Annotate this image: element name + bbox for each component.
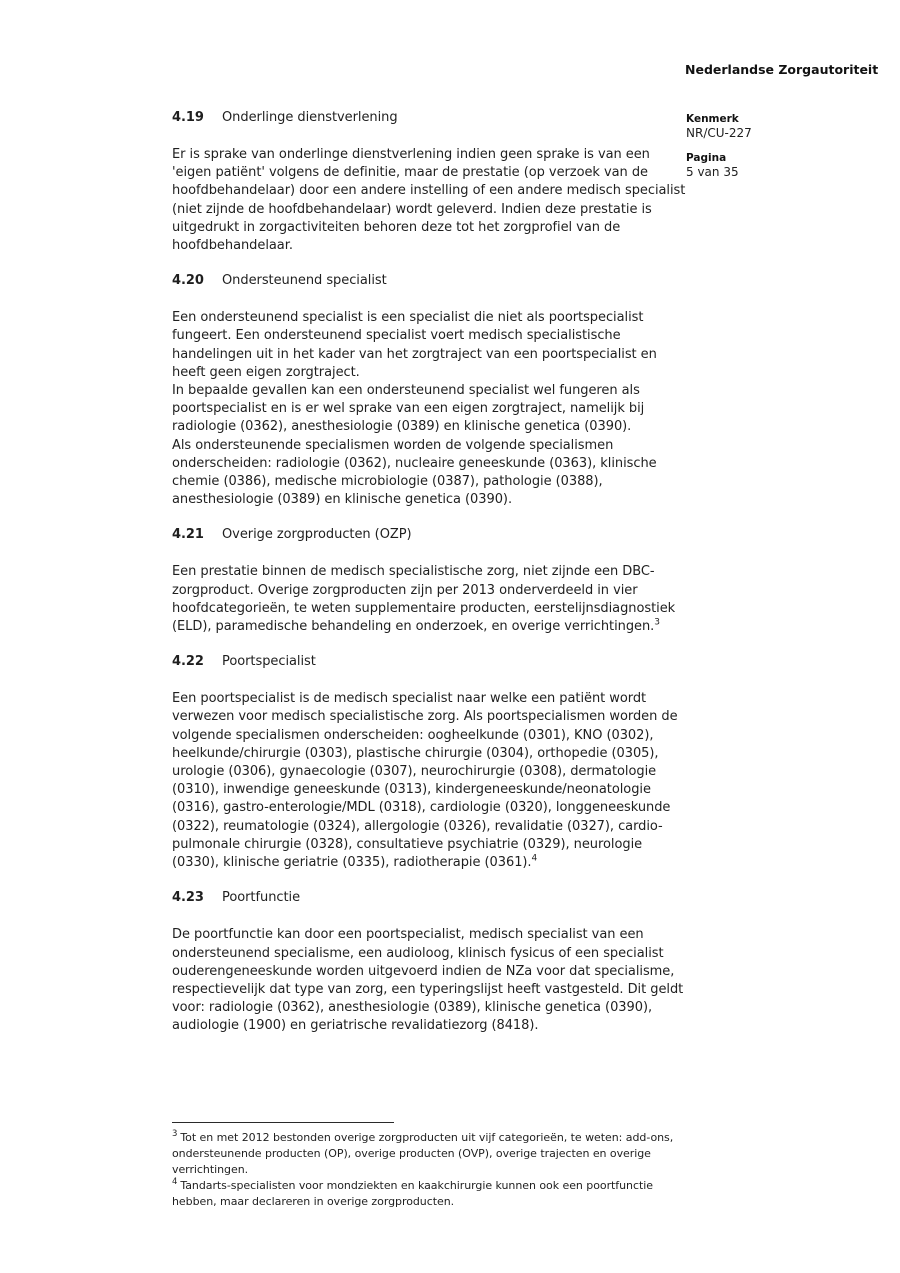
section-4-20 bbox=[172, 272, 686, 509]
section-number: 4.23 bbox=[172, 890, 204, 906]
section-number: 4.19 bbox=[172, 110, 204, 125]
page-number-value: 5 van 35 bbox=[686, 165, 739, 179]
section-heading bbox=[172, 889, 686, 907]
page-number-label: Pagina bbox=[686, 152, 727, 164]
section-title: Poortfunctie bbox=[222, 890, 301, 906]
section-heading bbox=[172, 272, 686, 290]
paragraph-text: Er is sprake van onderlinge dienstverlening indien geen sprake is van een 'eigen patiënt' volgens de definitie, maar de prestatie (op verzoek van de hoofdbehandelaar) door een andere instelling of een andere medisch specialist (niet zijnde de hoofdbehandelaar) wordt geleverd. Indien deze prestatie is uitgedrukt in zorgactiviteiten behoren deze tot het zorgprofiel van de hoofdbehandelaar. bbox=[172, 147, 686, 254]
section-heading bbox=[172, 653, 686, 671]
section-title: Ondersteunend specialist bbox=[222, 273, 387, 289]
paragraph bbox=[172, 382, 686, 437]
paragraph-text: Een ondersteunend specialist is een specialist die niet als poortspecialist fungeert. Een ondersteunend specialist voert medisch specialistische handelingen uit in het kader van het zorgtraject van een poortspecialist en heeft geen eigen zorgtraject. bbox=[172, 310, 657, 380]
paragraph bbox=[172, 690, 686, 872]
footnote-number: 4 bbox=[172, 1177, 178, 1188]
section-number: 4.21 bbox=[172, 527, 204, 543]
section-title: Onderlinge dienstverlening bbox=[222, 110, 398, 125]
footnotes-block bbox=[172, 1122, 688, 1210]
org-name: Nederlandse Zorgautoriteit bbox=[685, 62, 879, 77]
section-title: Overige zorgproducten (OZP) bbox=[222, 527, 412, 543]
section-number: 4.20 bbox=[172, 273, 204, 289]
document-body bbox=[172, 109, 686, 1053]
footnote-reference-marker: 4 bbox=[531, 853, 538, 864]
paragraph bbox=[172, 563, 686, 636]
section-number: 4.22 bbox=[172, 654, 204, 670]
paragraph bbox=[172, 926, 686, 1035]
section-4-22 bbox=[172, 653, 686, 872]
footnote-separator bbox=[172, 1122, 394, 1123]
reference-label: Kenmerk bbox=[686, 113, 739, 125]
footnote-reference-marker: 3 bbox=[654, 617, 660, 628]
footnote-text: Tandarts-specialisten voor mondziekten en kaakchirurgie kunnen ook een poortfunctie hebben, maar declareren in overige zorgproducten. bbox=[172, 1179, 653, 1208]
paragraph-text: De poortfunctie kan door een poortspecialist, medisch specialist van een ondersteunend specialisme, een audioloog, klinisch fysicus of een specialist ouderengeneeskunde worden uitgevoerd indien de NZa voor dat specialisme, respectievelijk dat type van zorg, een typeringslijst heeft vastgesteld. Dit geldt voor: radiologie (0362), anesthesiologie (0389), klinische genetica (0390), audiologie (1900) en geriatrische revalidatiezorg (8418). bbox=[172, 927, 684, 1034]
section-4-23 bbox=[172, 889, 686, 1035]
paragraph-text: In bepaalde gevallen kan een ondersteunend specialist wel fungeren als poortspecialist en is er wel sprake van een eigen zorgtraject, namelijk bij radiologie (0362), anesthesiologie (0389) en klinische genetica (0390). bbox=[172, 383, 645, 435]
paragraph-text: Als ondersteunende specialismen worden de volgende specialismen onderscheiden: radiologie (0362), nucleaire geneeskunde (0363), klinische chemie (0386), medische microbiologie (0387), pathologie (0388), anesthesiologie (0389) en klinische genetica (0390). bbox=[172, 437, 657, 508]
footnote-3 bbox=[172, 1130, 688, 1178]
paragraph bbox=[172, 437, 686, 510]
document-meta bbox=[686, 113, 856, 191]
paragraph-text: Een poortspecialist is de medisch specialist naar welke een patiënt wordt verwezen voor medisch specialistische zorg. Als poortspecialismen worden de volgende specialismen onderscheiden: oogheelkunde (0301), KNO (0302), heelkunde/chirurgie (0303), plastische chirurgie (0304), orthopedie (0305), urologie (0306), gynaecologie (0307), neurochirurgie (0308), dermatologie (0310), inwendige geneeskunde (0313), kindergeneeskunde/neonatologie (0316), gastro-enterologie/MDL (0318), cardiologie (0320), longgeneeskunde (0322), reumatologie (0324), allergologie (0326), revalidatie (0327), cardio-pulmonale chirurgie (0328), consultatieve psychiatrie (0329), neurologie (0330), klinische geriatrie (0335), radiotherapie (0361). bbox=[172, 691, 678, 871]
paragraph bbox=[172, 309, 686, 382]
paragraph-text: Een prestatie binnen de medisch specialistische zorg, niet zijnde een DBC-zorgproduct. Overige zorgproducten zijn per 2013 onderverdeeld in vier hoofdcategorieën, te weten supplementaire producten, eerstelijnsdiagnostiek (ELD), paramedische behandeling en onderzoek, en overige verrichtingen. bbox=[172, 564, 676, 635]
reference-value: NR/CU-227 bbox=[686, 126, 752, 140]
section-heading bbox=[172, 109, 686, 127]
footnote-text: Tot en met 2012 bestonden overige zorgproducten uit vijf categorieën, te weten: add-ons, ondersteunende producten (OP), overige producten (OVP), overige trajecten en overige verrichtingen. bbox=[172, 1131, 674, 1176]
section-4-21 bbox=[172, 526, 686, 636]
section-title: Poortspecialist bbox=[222, 654, 316, 670]
footnote-number: 3 bbox=[172, 1129, 178, 1140]
footnote-4 bbox=[172, 1178, 688, 1210]
section-4-19 bbox=[172, 109, 686, 255]
paragraph bbox=[172, 146, 686, 255]
section-heading bbox=[172, 526, 686, 544]
